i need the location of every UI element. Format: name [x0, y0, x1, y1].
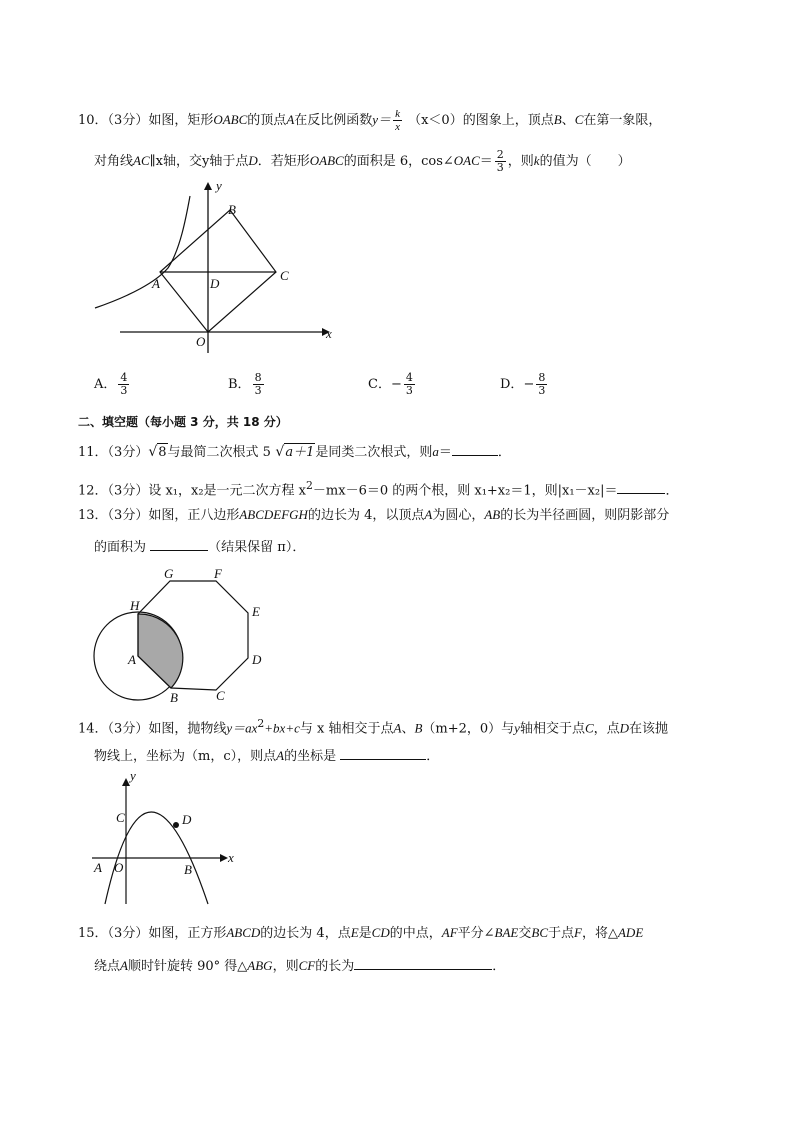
text: 物线上，坐标为（m，c），则点 [94, 749, 277, 764]
var: k [533, 153, 540, 168]
text: ∥x轴，交y轴于点 [149, 154, 249, 169]
var: A [120, 958, 128, 973]
text: ＝ [438, 445, 452, 460]
text: 的坐标是 [284, 749, 337, 764]
text: 交 [518, 926, 532, 941]
text: 为圆心， [432, 508, 485, 523]
text: ． [492, 959, 506, 974]
choice-label: A． [94, 377, 117, 392]
frac-den: 3 [496, 161, 504, 174]
frac-den: 3 [405, 384, 413, 397]
q10-line2 [94, 149, 631, 174]
superscript: 2 [257, 717, 265, 730]
text: 于点 [548, 926, 575, 941]
text: 轴相交于点 [519, 721, 585, 737]
q15-number: 15．（3分） [78, 926, 149, 941]
frac-num: 8 [538, 371, 546, 384]
text: 如图，抛物线 [148, 721, 227, 737]
label-B: B [184, 862, 192, 877]
two-thirds-fraction [495, 149, 506, 174]
q12-number: 12．（3分） [78, 483, 149, 499]
radicand: 8 [158, 445, 167, 460]
var: ADE [617, 925, 644, 940]
label-B: B [228, 202, 236, 217]
rectangle-oabc [160, 210, 276, 332]
label-B: B [170, 690, 178, 705]
text: 设 x₁，x₂是一元二次方程 x [148, 483, 307, 499]
sqrt-symbol: √ [148, 444, 158, 460]
text: 的面积为 [94, 540, 147, 555]
q12-line [78, 477, 678, 500]
text: 在反比例函数 [294, 113, 373, 128]
text: 的值为（ ） [539, 154, 631, 169]
text: 的顶点 [247, 113, 287, 128]
q13-figure [90, 562, 280, 712]
text: 在第一象限， [583, 113, 662, 128]
var: D [619, 720, 630, 736]
var: AF [441, 925, 458, 940]
y-axis-arrow-icon [122, 778, 130, 786]
choice-c[interactable] [368, 372, 417, 397]
label-x: x [326, 326, 332, 341]
text: ＝ [479, 154, 493, 169]
var: OABC [213, 112, 248, 127]
text: 的边长为 4，点 [260, 926, 351, 941]
var: BAE [494, 925, 519, 940]
answer-blank[interactable] [340, 747, 426, 760]
text: ，点 [593, 721, 620, 737]
choice-sign: − [390, 377, 402, 392]
var: y＝ax [226, 720, 258, 736]
var: CD [371, 925, 390, 940]
label-O: O [114, 860, 124, 875]
x-axis-arrow-icon [220, 854, 228, 862]
text: 如图，正八边形 [148, 508, 240, 523]
superscript: 2 [306, 479, 313, 492]
radicand: a＋1 [285, 445, 315, 460]
label-E: E [252, 604, 260, 619]
var: D [248, 153, 258, 168]
label-O: O [196, 334, 206, 349]
var: B [553, 112, 562, 127]
var: OAC [453, 153, 480, 168]
text: 的面积是 6，cos∠ [343, 154, 454, 169]
var: C [584, 720, 594, 736]
choice-label: B． [228, 377, 251, 392]
q10-figure [90, 178, 350, 358]
var: A [286, 112, 295, 127]
choice-fraction [536, 372, 547, 397]
label-F: F [214, 566, 222, 581]
frac-num: 2 [496, 148, 504, 161]
choice-a[interactable] [94, 372, 131, 397]
q14-line1 [78, 715, 668, 738]
var: ABCDEFGH [239, 507, 308, 522]
q10-number: 10．（3分） [78, 113, 149, 128]
label-y: y [216, 178, 222, 193]
text: 对角线 [94, 154, 134, 169]
text: 与 x 轴相交于点 [299, 721, 394, 737]
text: （结果保留 π）． [208, 540, 306, 555]
answer-blank[interactable] [354, 957, 492, 970]
q13-line2 [94, 538, 305, 557]
text: （m+2，0）与 [422, 721, 515, 737]
point-d [173, 822, 179, 828]
choice-fraction [118, 372, 129, 397]
text: 与最简二次根式 5 [167, 445, 271, 460]
text: ，则 [507, 154, 534, 169]
label-D: D [210, 276, 220, 291]
label-G: G [164, 566, 174, 581]
q15-line2 [94, 957, 505, 976]
var: CF [298, 958, 316, 973]
label-A: A [152, 276, 160, 291]
text: 的长为 [315, 959, 355, 974]
text: ． [665, 483, 679, 499]
var: y [514, 720, 520, 736]
answer-blank[interactable] [150, 538, 208, 551]
var: +bx+c [264, 720, 300, 736]
var: E [350, 925, 359, 940]
text: 的中点， [389, 926, 442, 941]
text: 顺时针旋转 90° 得△ [127, 959, 248, 974]
q14-figure [90, 768, 250, 912]
label-A: A [94, 860, 102, 875]
frac-den: 3 [120, 384, 128, 397]
frac-num: 4 [120, 371, 128, 384]
q14-line2 [94, 747, 439, 766]
q14-number: 14．（3分） [78, 721, 149, 737]
label-H: H [130, 598, 140, 613]
label-C: C [116, 810, 125, 825]
var: A [424, 507, 433, 522]
text: 的图象上，顶点 [462, 113, 554, 128]
text: ． [497, 445, 511, 460]
q13-line1 [78, 506, 669, 525]
choice-b[interactable] [228, 372, 266, 397]
var: ABCD [226, 925, 261, 940]
var: BC [531, 925, 549, 940]
answer-blank[interactable] [617, 481, 665, 494]
frac-den: 3 [254, 384, 262, 397]
sqrt-symbol: √ [270, 444, 285, 460]
text: 、 [401, 721, 415, 737]
frac-num: k [395, 108, 400, 120]
q11-line [78, 443, 511, 462]
var: ABG [247, 958, 273, 973]
choice-sign: − [523, 377, 535, 392]
q11-number: 11．（3分） [78, 445, 149, 460]
text: 的长为半径画圆，则阴影部分 [500, 508, 670, 523]
label-A: A [128, 652, 136, 667]
text: 如图，矩形 [148, 113, 214, 128]
label-y: y [130, 768, 136, 783]
label-x: x [228, 850, 234, 865]
text: 是同类二次根式，则 [315, 445, 433, 460]
text: 、 [561, 113, 575, 128]
var: A [276, 748, 285, 763]
domain-text: （x＜0） [408, 113, 463, 128]
answer-blank[interactable] [452, 443, 498, 456]
var: y＝ [372, 112, 392, 127]
choice-fraction [404, 372, 415, 397]
text: 是 [358, 926, 372, 941]
text: 如图，正方形 [148, 926, 227, 941]
k-over-x-fraction [393, 108, 402, 133]
choice-d[interactable] [500, 372, 549, 397]
label-D: D [182, 812, 192, 827]
text: ，将△ [581, 926, 618, 941]
choice-fraction [253, 372, 264, 397]
frac-den: 3 [538, 384, 546, 397]
q10-line1 [78, 108, 661, 133]
text: 平分∠ [457, 926, 495, 941]
text: 绕点 [94, 959, 121, 974]
var: AC [133, 153, 150, 168]
var: F [574, 925, 582, 940]
section-heading: 二、填空题（每小题 3 分，共 18 分） [78, 415, 288, 429]
y-axis-arrow-icon [204, 182, 212, 190]
text: －mx－6＝0 的两个根，则 x₁+x₂＝1，则|x₁－x₂|＝ [312, 483, 618, 499]
frac-num: 4 [405, 371, 413, 384]
choice-label: C． [368, 377, 391, 392]
text: ，则 [272, 959, 299, 974]
var: AB [484, 507, 501, 522]
var: C [574, 112, 584, 127]
var: a [432, 444, 439, 459]
text: 的边长为 4，以顶点 [307, 508, 425, 523]
text: 在该抛 [629, 721, 669, 737]
var: A [393, 720, 402, 736]
var: OABC [309, 153, 344, 168]
label-C: C [216, 688, 225, 703]
label-C: C [280, 268, 289, 283]
choice-label: D． [500, 377, 524, 392]
var: B [414, 720, 423, 736]
label-D: D [252, 652, 262, 667]
q15-line1 [78, 924, 643, 943]
q13-number: 13．（3分） [78, 508, 149, 523]
frac-num: 8 [254, 371, 262, 384]
text: ．若矩形 [257, 154, 310, 169]
text: ． [426, 749, 440, 764]
frac-den: x [395, 121, 400, 133]
